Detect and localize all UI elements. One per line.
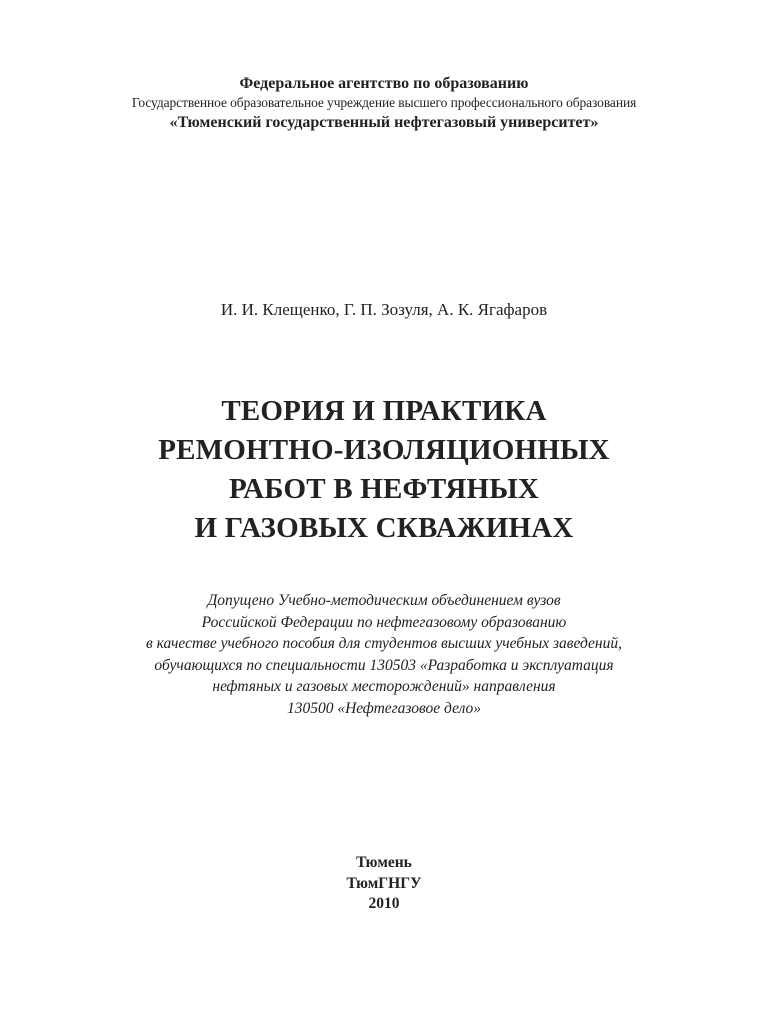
title-line: И ГАЗОВЫХ СКВАЖИНАХ — [194, 512, 574, 544]
approval-statement — [0, 590, 768, 719]
book-title — [0, 392, 768, 548]
title-line: РАБОТ В НЕФТЯНЫХ — [228, 473, 540, 505]
imprint-city: Тюмень — [356, 854, 412, 871]
title-line: ТЕОРИЯ И ПРАКТИКА — [221, 395, 547, 427]
approval-line: Российской Федерации по нефтегазовому образованию — [201, 613, 567, 631]
approval-line: 130500 «Нефтегазовое дело» — [286, 699, 482, 717]
authors: И. И. Клещенко, Г. П. Зозуля, А. К. Ягафаров — [220, 300, 548, 319]
agency-name: Федеральное агентство по образованию — [239, 75, 529, 92]
approval-line: в качестве учебного пособия для студентов высших учебных заведений, — [146, 635, 622, 652]
approval-line: Допущено Учебно-методическим объединением вузов — [207, 592, 561, 609]
institution-name: Государственное образовательное учреждение высшего профессионального образования — [131, 95, 637, 110]
imprint — [0, 853, 768, 915]
university-name: «Тюменский государственный нефтегазовый университет» — [169, 114, 599, 131]
title-line: РЕМОНТНО-ИЗОЛЯЦИОННЫХ — [158, 434, 610, 466]
approval-line: обучающихся по специальности 130503 «Разработка и эксплуатация — [154, 656, 614, 674]
approval-line: нефтяных и газовых месторождений» направления — [212, 678, 556, 695]
imprint-year: 2010 — [368, 895, 400, 912]
header-block — [0, 74, 768, 134]
imprint-publisher: ТюмГНГУ — [346, 874, 422, 892]
